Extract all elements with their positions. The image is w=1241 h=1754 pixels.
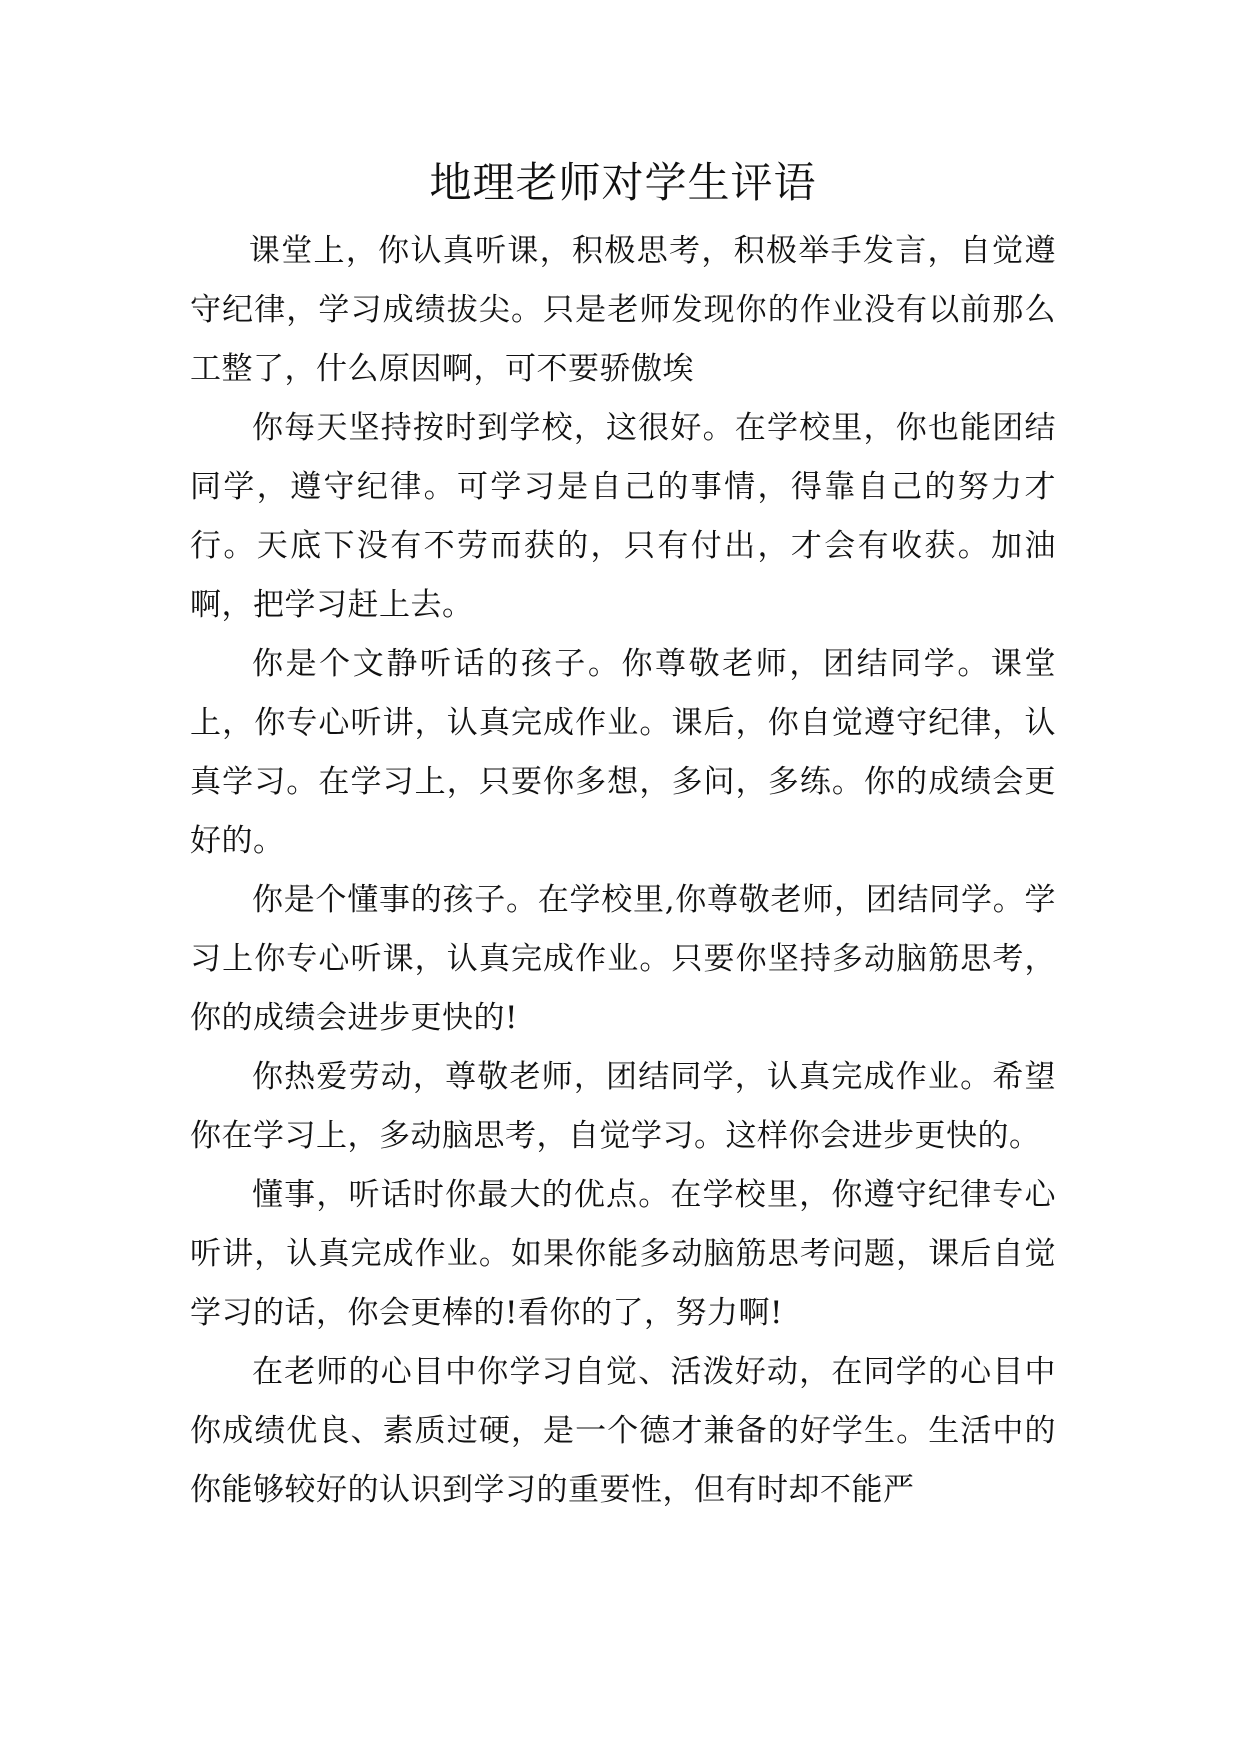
paragraph-2: 你每天坚持按时到学校，这很好。在学校里，你也能团结同学，遵守纪律。可学习是自己的事情，得靠自己的努力才行。天底下没有不劳而获的，只有付出，才会有收获。加油啊，把学习赶上去。 <box>190 410 1056 623</box>
document-title: 地理老师对学生评语 <box>429 158 817 207</box>
document-page <box>190 150 1056 1520</box>
paragraph-1: 课堂上，你认真听课，积极思考，积极举手发言，自觉遵守纪律，学习成绩拔尖。只是老师发现你的作业没有以前那么工整了，什么原因啊，可不要骄傲埃 <box>190 233 1056 387</box>
paragraph-5: 你热爱劳动，尊敬老师，团结同学，认真完成作业。希望你在学习上，多动脑思考，自觉学习。这样你会进步更快的。 <box>190 1059 1056 1154</box>
paragraph-7: 在老师的心目中你学习自觉、活泼好动，在同学的心目中你成绩优良、素质过硬，是一个德才兼备的好学生。生活中的你能够较好的认识到学习的重要性，但有时却不能严 <box>190 1354 1056 1508</box>
paragraph-6: 懂事，听话时你最大的优点。在学校里，你遵守纪律专心听讲，认真完成作业。如果你能多动脑筋思考问题，课后自觉学习的话，你会更棒的!看你的了，努力啊! <box>190 1177 1056 1331</box>
paragraph-3: 你是个文静听话的孩子。你尊敬老师，团结同学。课堂上，你专心听讲，认真完成作业。课后，你自觉遵守纪律，认真学习。在学习上，只要你多想，多问，多练。你的成绩会更好的。 <box>190 646 1056 859</box>
paragraph-4: 你是个懂事的孩子。在学校里,你尊敬老师，团结同学。学习上你专心听课，认真完成作业。只要你坚持多动脑筋思考，你的成绩会进步更快的! <box>190 882 1056 1036</box>
